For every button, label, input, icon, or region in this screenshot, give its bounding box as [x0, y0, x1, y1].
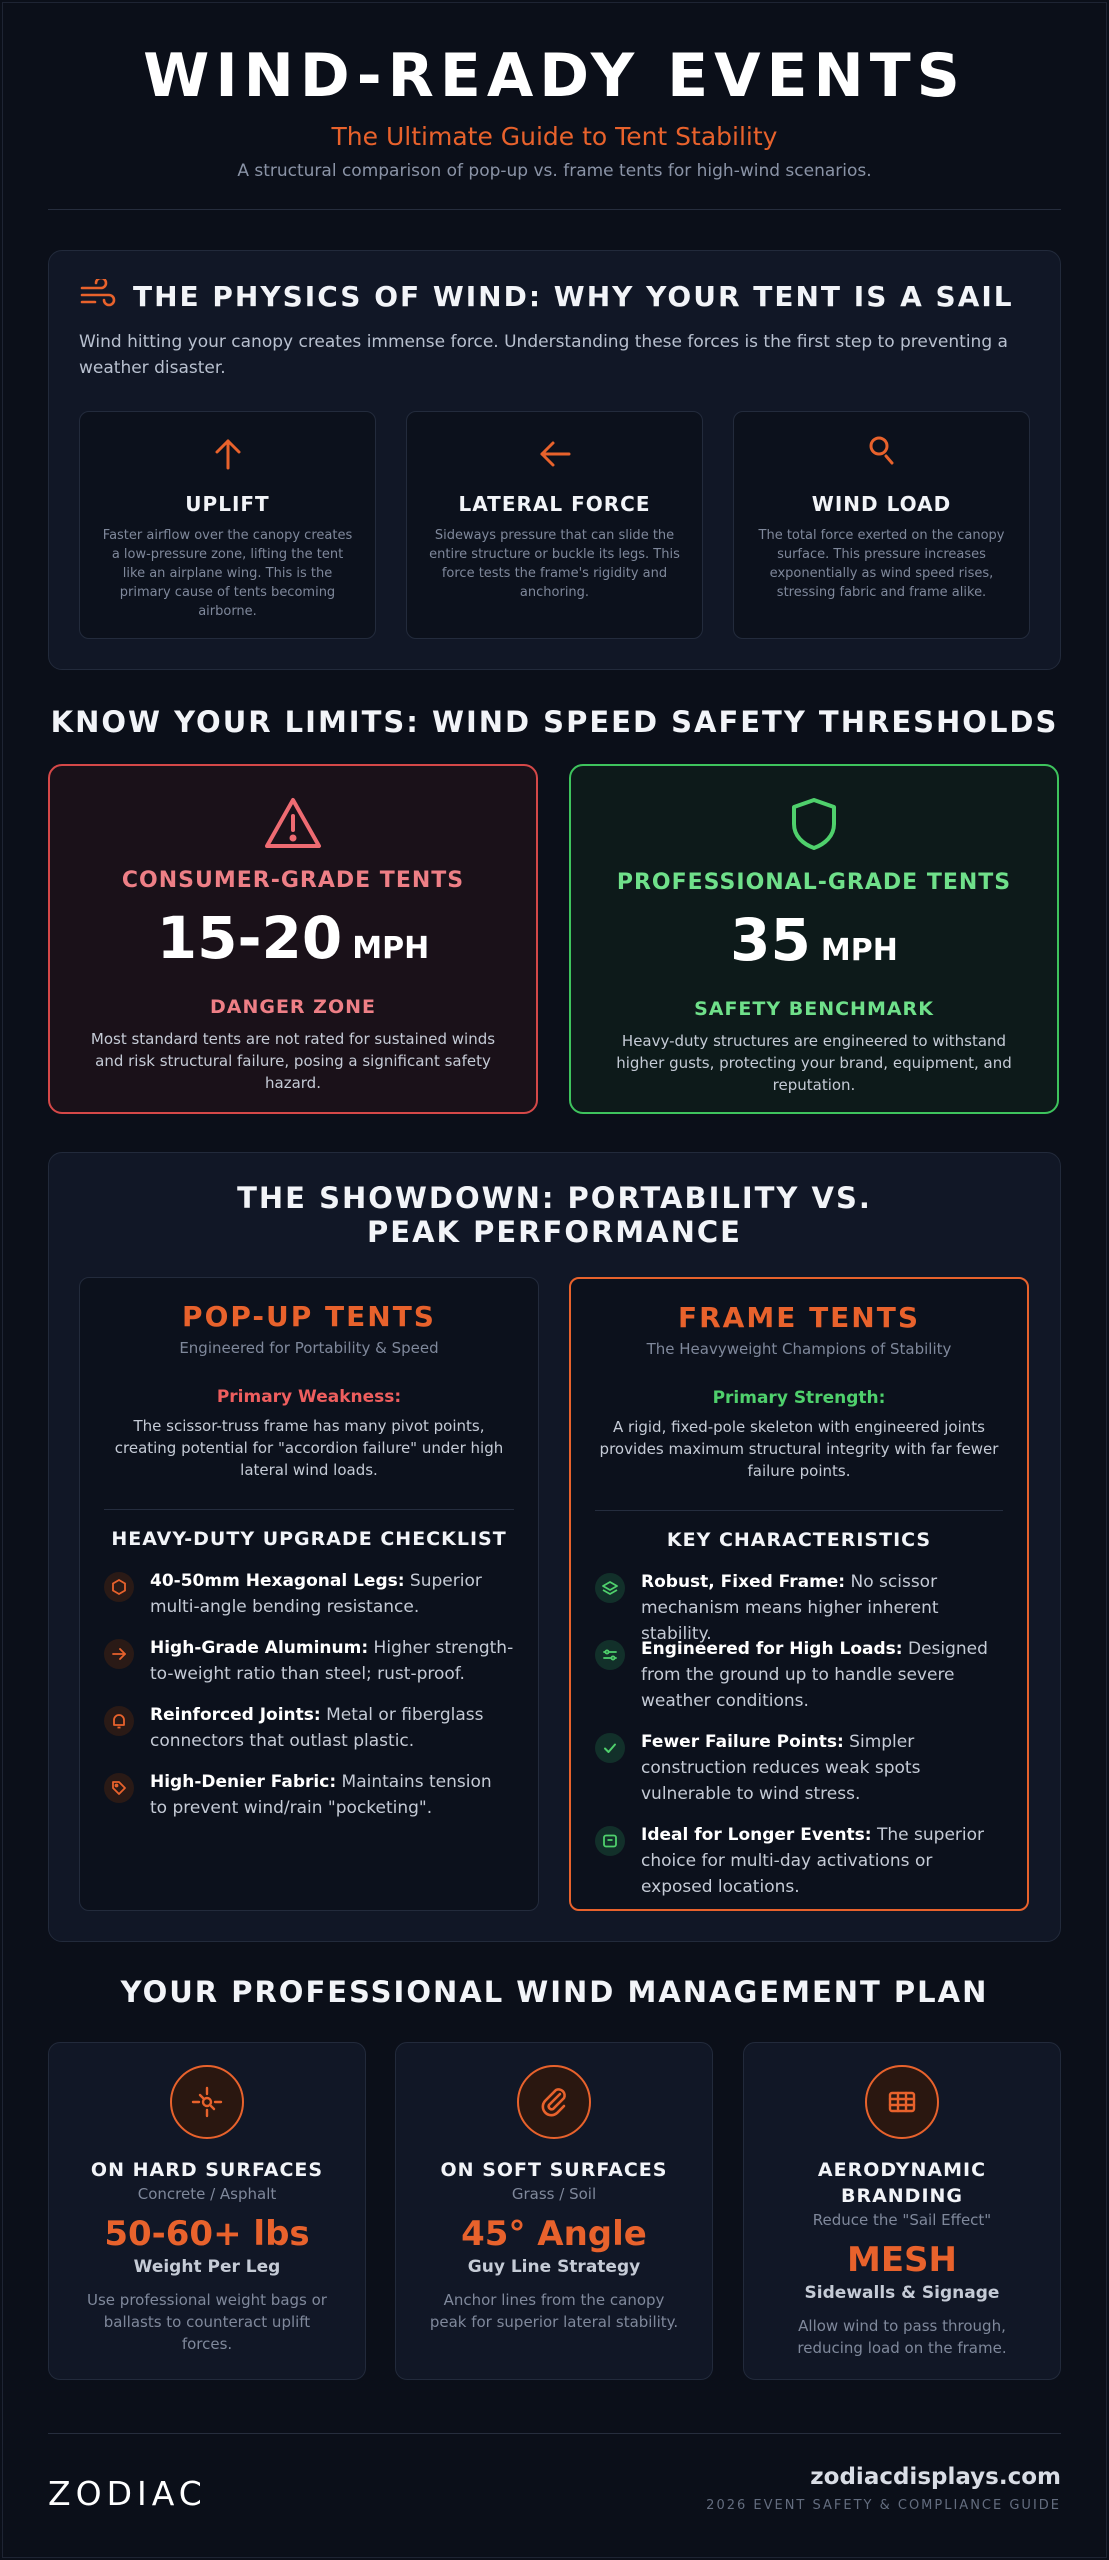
- key-text: The scissor-truss frame has many pivot points, creating potential for "accordion failure" under high lateral wind loads.: [114, 1417, 504, 1479]
- frame-tents-column: [569, 1277, 1029, 1911]
- plan-card-title: AERODYNAMIC BRANDING: [817, 2159, 987, 2207]
- limit-title: PROFESSIONAL-GRADE TENTS: [616, 870, 1012, 895]
- column-title: FRAME TENTS: [677, 1301, 921, 1334]
- showdown-title: THE SHOWDOWN: PORTABILITY VS. PEAK PERFORMANCE: [237, 1181, 872, 1249]
- divider: [595, 1510, 1003, 1511]
- list-item: [595, 1822, 1003, 1915]
- force-title: UPLIFT: [185, 492, 270, 516]
- item-text: [150, 1702, 514, 1754]
- force-title: WIND LOAD: [811, 492, 952, 516]
- force-card-lateral: [406, 411, 703, 639]
- plan-card-label: Guy Line Strategy: [467, 2257, 641, 2277]
- professional-limit-card: [569, 764, 1059, 1114]
- plan-card-text: Allow wind to pass through, reducing load on the frame.: [797, 2317, 1007, 2357]
- force-text: Sideways pressure that can slide the entire structure or buckle its legs. This force tests the frame's rigidity and anchoring.: [429, 528, 680, 600]
- column-title: POP-UP TENTS: [182, 1300, 436, 1333]
- page-subtitle: The Ultimate Guide to Tent Stability: [331, 122, 778, 151]
- item-desc: The superior choice for multi-day activations or exposed locations.: [641, 1825, 985, 1897]
- item-text: [150, 1635, 514, 1687]
- comparison-columns: [79, 1277, 1030, 1911]
- item-desc: Maintains tension to prevent wind/rain "pocketing".: [150, 1772, 492, 1818]
- item-desc: Simpler construction reduces weak spots vulnerable to wind stress.: [641, 1732, 921, 1804]
- layers-icon: [595, 1573, 625, 1603]
- limit-zone: DANGER ZONE: [209, 996, 376, 1018]
- bell-icon: [104, 1706, 134, 1736]
- item-bold: Ideal for Longer Events:: [641, 1825, 872, 1845]
- plan-card-title: ON SOFT SURFACES: [440, 2159, 668, 2181]
- physics-title: THE PHYSICS OF WIND: WHY YOUR TENT IS A SAIL: [133, 279, 1014, 313]
- physics-heading: [79, 279, 1030, 313]
- column-tagline: Engineered for Portability & Speed: [179, 1339, 439, 1357]
- wind-icon: [79, 279, 117, 313]
- item-bold: Fewer Failure Points:: [641, 1732, 844, 1752]
- plan-card-aerodynamic-branding: [743, 2042, 1061, 2380]
- list-item: [104, 1769, 514, 1836]
- item-desc: Metal or fiberglass connectors that outlast plastic.: [150, 1705, 484, 1751]
- hexagon-icon: [104, 1572, 134, 1602]
- limit-unit: MPH: [352, 931, 430, 966]
- limit-text: Most standard tents are not rated for sustained winds and risk structural failure, posing a significant safety hazard.: [90, 1030, 496, 1092]
- physics-intro: Wind hitting your canopy creates immense force. Understanding these forces is the first step to preventing a weather disaster.: [79, 332, 1008, 378]
- plan-card-label: Sidewalls & Signage: [804, 2283, 1000, 2303]
- item-desc: Superior multi-angle bending resistance.: [150, 1571, 482, 1617]
- plan-card-value: MESH: [846, 2240, 957, 2280]
- plan-title: YOUR PROFESSIONAL WIND MANAGEMENT PLAN: [120, 1975, 989, 2009]
- list-item: [595, 1636, 1003, 1729]
- arrow-left-icon: [427, 436, 682, 476]
- list-title: KEY CHARACTERISTICS: [666, 1529, 932, 1551]
- force-card-uplift: [79, 411, 376, 639]
- list-item: [104, 1702, 514, 1769]
- force-card-wind-load: [733, 411, 1030, 639]
- plan-card-sub: Reduce the "Sail Effect": [812, 2211, 992, 2229]
- tag-icon: [104, 1773, 134, 1803]
- plan-card-text: Use professional weight bags or ballasts to counteract uplift forces.: [87, 2291, 327, 2353]
- item-text: [150, 1568, 514, 1620]
- item-bold: Robust, Fixed Frame:: [641, 1572, 846, 1592]
- arrow-up-icon: [100, 436, 355, 476]
- checklist: [104, 1568, 514, 1836]
- plan-card-value: 50-60+ lbs: [104, 2214, 310, 2254]
- page-title: WIND-READY EVENTS: [143, 41, 966, 111]
- consumer-limit-card: [48, 764, 538, 1114]
- divider: [104, 1509, 514, 1510]
- check-icon: [595, 1733, 625, 1763]
- limit-text: Heavy-duty structures are engineered to withstand higher gusts, protecting your brand, equipment, and reputation.: [616, 1032, 1012, 1094]
- item-text: [641, 1636, 1003, 1714]
- plan-card-title: ON HARD SURFACES: [90, 2159, 324, 2181]
- limit-value: 35: [730, 906, 811, 974]
- mesh-icon: [865, 2065, 939, 2139]
- list-item: [104, 1635, 514, 1702]
- limit-speed: [571, 905, 1057, 990]
- infographic: [48, 0, 1061, 2513]
- list-item: [595, 1729, 1003, 1822]
- physics-section: [48, 250, 1061, 670]
- limits-title: KNOW YOUR LIMITS: WIND SPEED SAFETY THRESHOLDS: [50, 705, 1059, 739]
- sliders-icon: [595, 1640, 625, 1670]
- key-text: A rigid, fixed-pole skeleton with engineered joints provides maximum structural integrity with far fewer failure points.: [599, 1418, 999, 1480]
- list-item: [595, 1569, 1003, 1644]
- item-bold: High-Grade Aluminum:: [150, 1638, 369, 1658]
- zodiac-logo[interactable]: ZODIAC: [48, 2474, 207, 2513]
- force-text: Faster airflow over the canopy creates a low-pressure zone, lifting the tent like an airplane wing. This is the primary cause of tents becoming airborne.: [102, 528, 353, 619]
- item-desc: Designed from the ground up to handle severe weather conditions.: [641, 1639, 988, 1711]
- list-title: HEAVY-DUTY UPGRADE CHECKLIST: [111, 1528, 507, 1550]
- limit-speed: [50, 903, 536, 988]
- item-text: [641, 1729, 1003, 1807]
- limit-zone: SAFETY BENCHMARK: [694, 998, 934, 1020]
- plan-card-label: Weight Per Leg: [133, 2257, 281, 2277]
- showdown-section: [48, 1152, 1061, 1942]
- plan-card-soft-surfaces: [395, 2042, 713, 2380]
- item-bold: High-Denier Fabric:: [150, 1772, 337, 1792]
- plan-card-hard-surfaces: [48, 2042, 366, 2380]
- paperclip-icon: [517, 2065, 591, 2139]
- item-bold: 40-50mm Hexagonal Legs:: [150, 1571, 405, 1591]
- item-bold: Engineered for High Loads:: [641, 1639, 903, 1659]
- shield-icon: [571, 796, 1057, 856]
- limit-unit: MPH: [820, 933, 898, 968]
- limit-value: 15-20: [156, 904, 343, 972]
- item-bold: Reinforced Joints:: [150, 1705, 321, 1725]
- popup-tents-column: [79, 1277, 539, 1911]
- characteristics-list: [595, 1569, 1003, 1915]
- page-description: A structural comparison of pop-up vs. frame tents for high-wind scenarios.: [237, 161, 872, 181]
- list-item: [104, 1568, 514, 1635]
- calendar-icon: [595, 1826, 625, 1856]
- key-label: Primary Weakness:: [216, 1387, 402, 1407]
- warning-triangle-icon: [50, 796, 536, 854]
- footer-subtitle: 2026 EVENT SAFETY & COMPLIANCE GUIDE: [706, 2498, 1061, 2513]
- item-text: [150, 1769, 514, 1821]
- header: [48, 0, 1061, 210]
- plan-card-sub: Concrete / Asphalt: [137, 2185, 277, 2203]
- plan-card-value: 45° Angle: [461, 2214, 647, 2254]
- plan-card-sub: Grass / Soil: [511, 2185, 597, 2203]
- weight-icon: [170, 2065, 244, 2139]
- item-desc: No scissor mechanism means higher inherent stability.: [641, 1572, 939, 1644]
- key-label: Primary Strength:: [712, 1388, 886, 1408]
- item-desc: Higher strength-to-weight ratio than steel; rust-proof.: [150, 1638, 514, 1684]
- magnifier-icon: [754, 436, 1009, 476]
- arrow-right-icon: [104, 1639, 134, 1669]
- force-text: The total force exerted on the canopy surface. This pressure increases exponentially as wind speed rises, stressing fabric and frame alike.: [758, 528, 1005, 600]
- force-title: LATERAL FORCE: [458, 492, 651, 516]
- column-tagline: The Heavyweight Champions of Stability: [646, 1340, 952, 1358]
- item-text: [641, 1822, 1003, 1900]
- website-link[interactable]: zodiacdisplays.com: [810, 2464, 1061, 2490]
- plan-card-text: Anchor lines from the canopy peak for superior lateral stability.: [429, 2291, 679, 2331]
- limit-title: CONSUMER-GRADE TENTS: [121, 868, 465, 893]
- forces-row: [79, 411, 1030, 639]
- footer: [48, 2433, 1061, 2523]
